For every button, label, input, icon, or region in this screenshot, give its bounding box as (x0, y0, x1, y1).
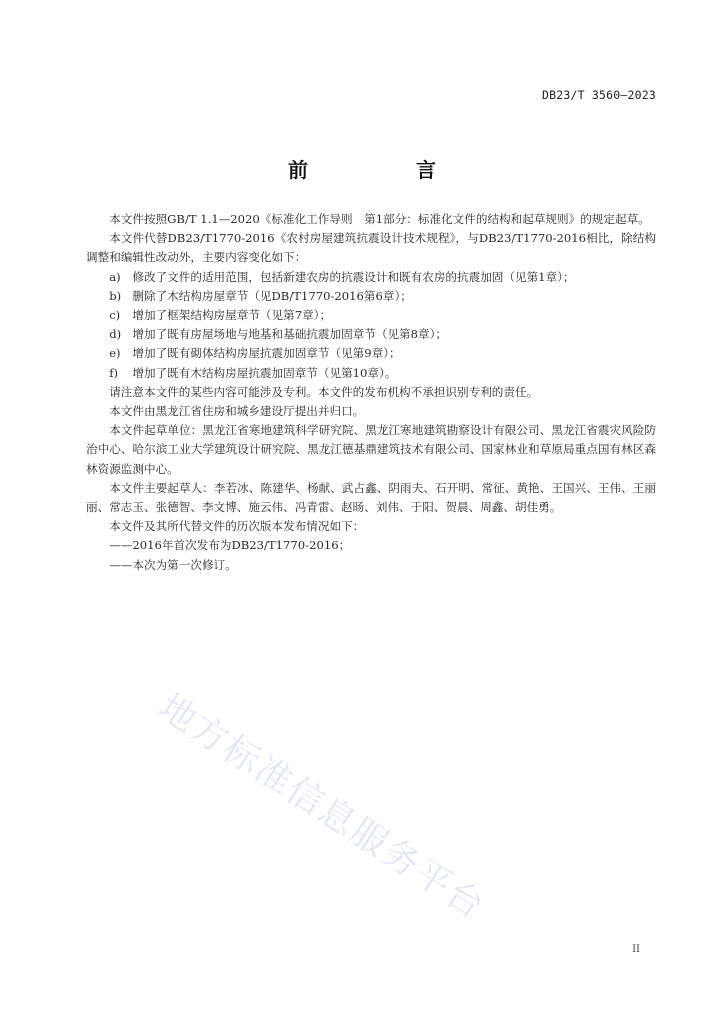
paragraph-drafting-rules: 本文件按照GB/T 1.1—2020《标准化工作导则 第1部分：标准化文件的结构和起草规则》的规定起草。 (109, 212, 650, 226)
paragraph-proposer: 本文件由黑龙江省住房和城乡建设厅提出并归口。 (109, 404, 365, 419)
list-text: 增加了框架结构房屋章节（见第7章）； (132, 308, 332, 323)
list-marker: c) (109, 308, 121, 323)
list-text: 增加了既有砌体结构房屋抗震加固章节（见第9章）； (132, 346, 401, 361)
list-marker: f) (109, 365, 119, 380)
list-text: 增加了既有房屋场地与地基和基础抗震加固章节（见第8章）； (132, 327, 447, 342)
list-marker: b) (109, 288, 122, 303)
paragraph-drafters: 本文件主要起草人：李若冰、陈建华、杨献、武占鑫、阴雨夫、石开明、常征、黄艳、王国兴、王伟、王丽丽、常志玉、张德智、李文博、施云伟、冯青雷、赵旸、刘伟、于阳、贺晨、周鑫、胡佳勇。 (86, 480, 656, 515)
list-marker: e) (109, 346, 121, 361)
paragraph-version-history: 本文件及其所代替文件的历次版本发布情况如下： (109, 519, 365, 534)
changes-list (86, 268, 656, 383)
document-code: DB23/T 3560—2023 (542, 88, 656, 102)
foreword-body (86, 210, 656, 575)
history-item: ——2016年首次发布为DB23/T1770-2016； (109, 538, 351, 553)
list-text: 修改了文件的适用范围，包括新建农房的抗震设计和既有农房的抗震加固（见第1章）； (132, 269, 575, 284)
watermark: 地方标准信息服务平台 (151, 686, 493, 929)
list-item (86, 325, 656, 344)
history-item: ——本次为第一次修订。 (109, 557, 237, 572)
page-title: 前 言 (288, 158, 480, 182)
page-number: II (632, 944, 640, 955)
paragraph-drafting-units: 本文件起草单位：黑龙江省寒地建筑科学研究院、黑龙江寒地建筑勘察设计有限公司、黑龙江省震灾风险防治中心、哈尔滨工业大学建筑设计研究院、黑龙江德基鼎建筑技术有限公司、国家林业和草原局重点国有林区森林资源监测中心。 (86, 423, 656, 476)
list-item (86, 364, 656, 383)
list-item (86, 268, 656, 287)
list-text: 增加了既有木结构房屋抗震加固章节（见第10章）。 (132, 365, 397, 380)
list-item (86, 287, 656, 306)
paragraph-replacement: 本文件代替DB23/T1770-2016《农村房屋建筑抗震设计技术规程》，与DB23/T1770-2016相比，除结构调整和编辑性改动外，主要内容变化如下： (86, 231, 656, 265)
list-item (86, 306, 656, 325)
list-marker: a) (109, 269, 121, 284)
list-text: 删除了木结构房屋章节（见DB/T1770-2016第6章）； (132, 288, 412, 303)
list-item (86, 344, 656, 363)
paragraph-patent-notice: 请注意本文件的某些内容可能涉及专利。本文件的发布机构不承担识别专利的责任。 (109, 384, 539, 399)
list-marker: d) (109, 327, 122, 342)
